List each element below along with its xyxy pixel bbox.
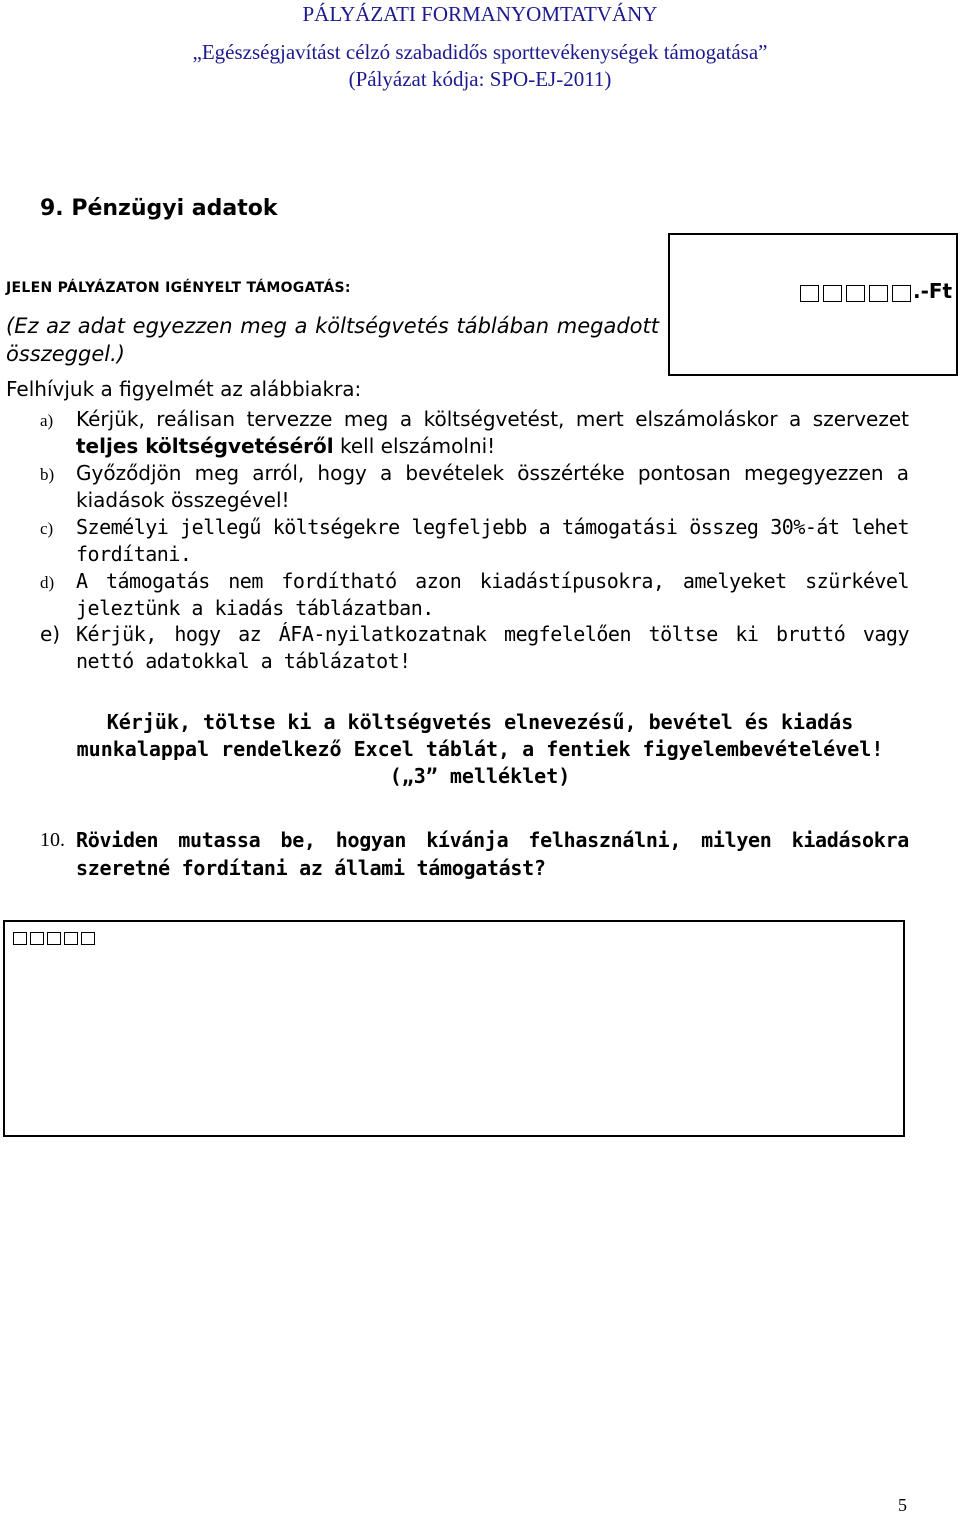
requested-support-label: JELEN PÁLYÁZATON IGÉNYELT TÁMOGATÁS: [6,280,351,296]
digit-box[interactable] [892,285,911,302]
item-emphasis: teljes költségvetéséről [76,434,334,458]
amount-input-boxes[interactable] [800,285,911,302]
item-label: a) [40,411,54,430]
item-text: Győződjön meg arról, hogy a bevételek összértéke pontosan megegyezzen a kiadások összegével! [76,461,909,512]
item-text: Kérjük, reálisan tervezze meg a költségvetést, mert elszámoláskor a szervezet [76,407,909,431]
question-text: Röviden mutassa be, hogyan kívánja felhasználni, milyen kiadásokra szeretné fordítani az állami támogatást? [76,828,909,880]
currency-suffix: .-Ft [913,279,953,303]
answer-textbox[interactable] [3,920,905,1137]
placeholder-box [81,932,95,945]
item-text: Kérjük, hogy az ÁFA-nyilatkozatnak megfelelően töltse ki bruttó vagy nettó adatokkal a táblázatot! [76,622,909,673]
excel-instruction-line2: munkalappal rendelkező Excel táblát, a fentiek figyelembevételével! [76,737,884,761]
item-label: b) [40,465,55,484]
placeholder-box [47,932,61,945]
attention-intro: Felhívjuk a figyelmét az alábbiakra: [6,377,362,401]
list-item [6,514,909,568]
form-title: PÁLYÁZATI FORMANYOMTATVÁNY [302,2,658,26]
placeholder-box [30,932,44,945]
question-10 [6,826,909,882]
answer-placeholder-boxes [13,932,95,945]
item-text: Személyi jellegű költségekre legfeljebb a támogatási összeg 30%-át lehet fordítani. [76,515,909,566]
digit-box[interactable] [823,285,842,302]
list-item [6,406,909,460]
question-number: 10. [40,829,65,851]
item-label: c) [40,519,54,538]
list-item [6,621,909,675]
item-text-end: kell elszámolni! [333,434,496,458]
item-label: e) [40,622,61,646]
list-item [6,568,909,622]
attachment-reference: („3” melléklet) [389,764,571,788]
item-label: d) [40,573,55,592]
digit-box[interactable] [846,285,865,302]
placeholder-box [13,932,27,945]
requested-amount-field[interactable] [668,233,958,376]
section-title: 9. Pénzügyi adatok [40,196,278,221]
application-code: (Pályázat kódja: SPO-EJ-2011) [348,67,612,91]
excel-instruction-line1: Kérjük, töltse ki a költségvetés elnevezésű, bevétel és kiadás [106,710,854,734]
program-title: „Egészségjavítást célzó szabadidős sporttevékenységek támogatása” [192,40,768,64]
digit-box[interactable] [800,285,819,302]
amount-note: (Ez az adat egyezzen meg a költségvetés táblában megadott összeggel.) [6,314,659,366]
list-item [6,460,909,514]
item-text: A támogatás nem fordítható azon kiadástípusokra, amelyeket szürkével jeleztünk a kiadás táblázatban. [76,569,909,620]
digit-box[interactable] [869,285,888,302]
page-number: 5 [898,1495,907,1515]
placeholder-box [64,932,78,945]
